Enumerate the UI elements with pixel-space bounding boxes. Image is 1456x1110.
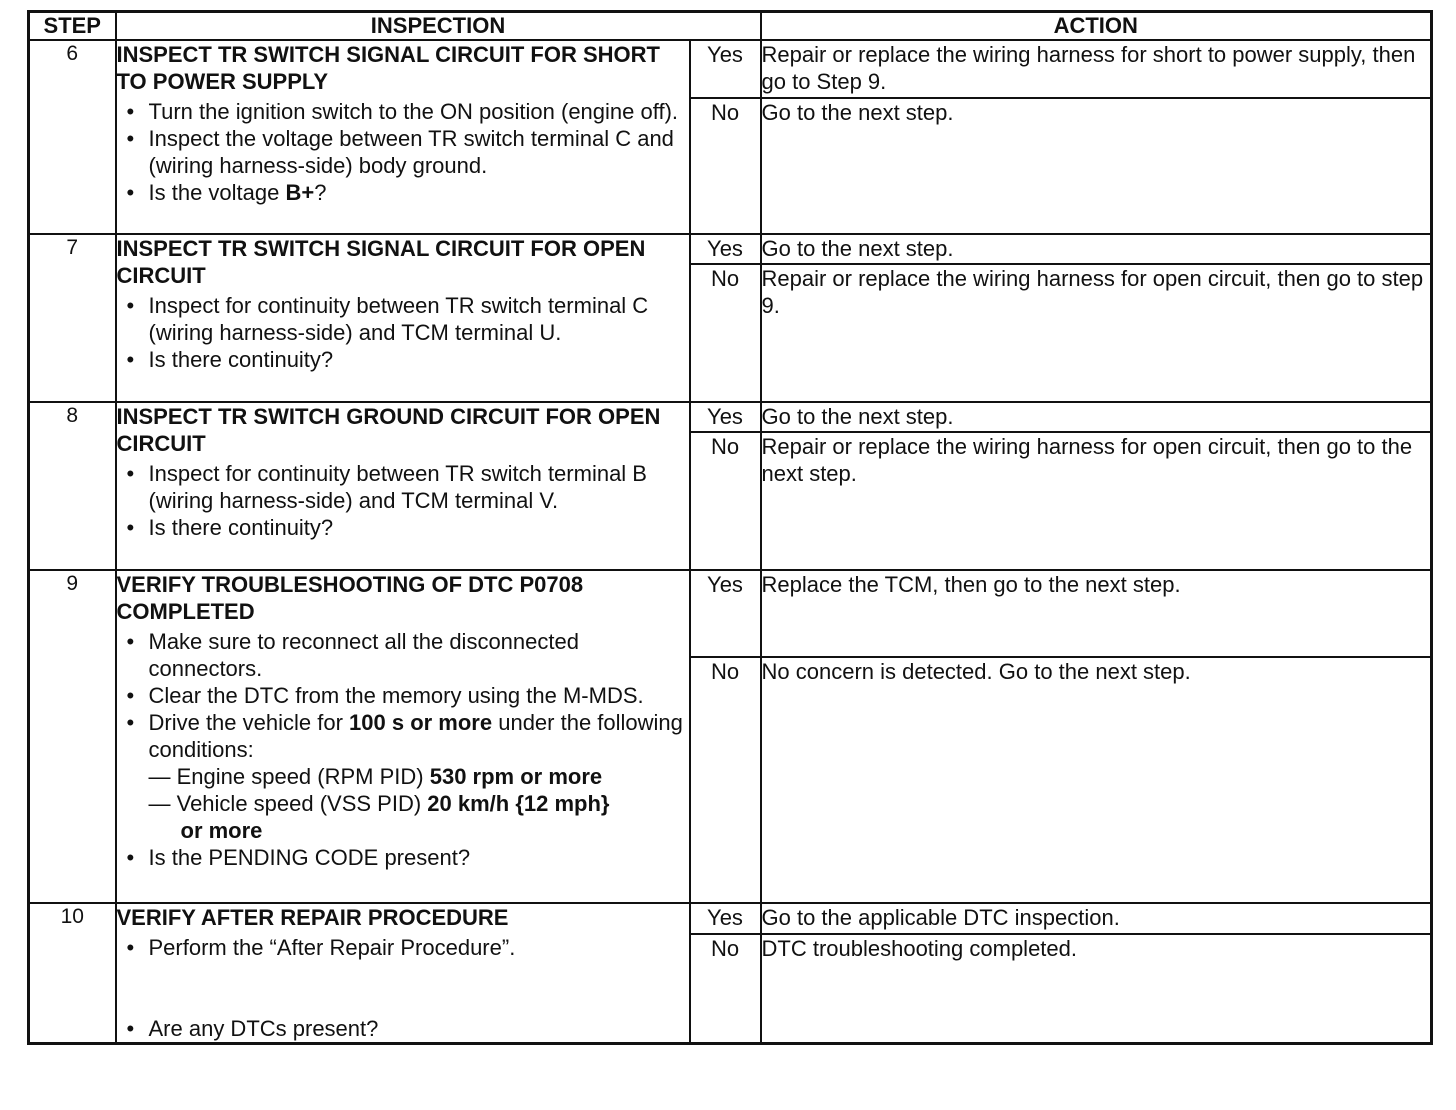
inspection-title: VERIFY TROUBLESHOOTING OF DTC P0708 COMPLETED xyxy=(116,572,584,624)
list-item: • Inspect for continuity between TR switch terminal C (wiring harness-side) and TCM terminal U. xyxy=(117,292,689,346)
no-action: Repair or replace the wiring harness for open circuit, then go to step 9. xyxy=(761,264,1432,402)
inspection-cell xyxy=(116,903,690,1044)
table-row xyxy=(29,903,1432,934)
header-row xyxy=(29,12,1432,41)
yes-label: Yes xyxy=(690,570,761,657)
inspection-list xyxy=(117,628,689,871)
yes-label: Yes xyxy=(690,234,761,264)
step-number: 6 xyxy=(29,40,116,234)
inspection-list xyxy=(117,460,689,541)
no-label: No xyxy=(690,657,761,903)
table-row xyxy=(29,234,1432,264)
table-row xyxy=(29,570,1432,657)
no-action: Repair or replace the wiring harness for open circuit, then go to the next step. xyxy=(761,432,1432,570)
step-number: 8 xyxy=(29,402,116,570)
list-item: • Inspect for continuity between TR switch terminal B (wiring harness-side) and TCM terminal V. xyxy=(117,460,689,514)
inspection-title: INSPECT TR SWITCH GROUND CIRCUIT FOR OPEN CIRCUIT xyxy=(116,404,661,456)
list-item: • Drive the vehicle for 100 s or more under the following conditions: — Engine speed (RPM PID) 530 rpm or more — Vehicle speed (VSS PID) 20 km/h {12 mph} or more xyxy=(117,709,689,844)
header-inspection: INSPECTION xyxy=(116,12,761,41)
list-item: • Inspect the voltage between TR switch terminal C and (wiring harness-side) body ground. xyxy=(117,125,689,179)
yes-action: Repair or replace the wiring harness for short to power supply, then go to Step 9. xyxy=(761,40,1432,98)
inspection-cell xyxy=(116,40,690,234)
inspection-list xyxy=(117,934,689,1042)
list-item: • Are any DTCs present? xyxy=(117,1015,689,1042)
yes-label: Yes xyxy=(690,402,761,432)
yes-action: Replace the TCM, then go to the next step. xyxy=(761,570,1432,657)
no-label: No xyxy=(690,264,761,402)
no-label: No xyxy=(690,934,761,1044)
list-item: • Perform the “After Repair Procedure”. xyxy=(117,934,689,961)
no-action: Go to the next step. xyxy=(761,98,1432,234)
no-action: No concern is detected. Go to the next step. xyxy=(761,657,1432,903)
no-label: No xyxy=(690,432,761,570)
yes-label: Yes xyxy=(690,903,761,934)
yes-action: Go to the next step. xyxy=(761,234,1432,264)
inspection-list xyxy=(117,98,689,206)
yes-action: Go to the next step. xyxy=(761,402,1432,432)
step-number: 10 xyxy=(29,903,116,1044)
inspection-title: INSPECT TR SWITCH SIGNAL CIRCUIT FOR OPEN CIRCUIT xyxy=(116,236,646,288)
yes-action: Go to the applicable DTC inspection. xyxy=(761,903,1432,934)
header-action: ACTION xyxy=(761,12,1432,41)
no-action: DTC troubleshooting completed. xyxy=(761,934,1432,1044)
step-number: 7 xyxy=(29,234,116,402)
troubleshooting-table xyxy=(27,10,1433,1045)
list-item: • Is there continuity? xyxy=(117,514,689,541)
list-item: • Turn the ignition switch to the ON position (engine off). xyxy=(117,98,689,125)
inspection-title: VERIFY AFTER REPAIR PROCEDURE xyxy=(116,905,509,930)
list-item: • Make sure to reconnect all the disconnected connectors. xyxy=(117,628,689,682)
yes-label: Yes xyxy=(690,40,761,98)
condition-vehicle-speed: — Vehicle speed (VSS PID) 20 km/h {12 mph} xyxy=(148,791,610,816)
table-row xyxy=(29,40,1432,98)
condition-engine-speed: — Engine speed (RPM PID) 530 rpm or more xyxy=(148,764,603,789)
header-step: STEP xyxy=(29,12,116,41)
inspection-cell xyxy=(116,570,690,903)
list-item: • Is there continuity? xyxy=(117,346,689,373)
inspection-list xyxy=(117,292,689,373)
no-label: No xyxy=(690,98,761,234)
list-item: • Clear the DTC from the memory using the M-MDS. xyxy=(117,682,689,709)
list-item: • Is the voltage B+? xyxy=(117,179,689,206)
table-row xyxy=(29,402,1432,432)
inspection-title: INSPECT TR SWITCH SIGNAL CIRCUIT FOR SHORT TO POWER SUPPLY xyxy=(116,42,660,94)
list-item: • Is the PENDING CODE present? xyxy=(117,844,689,871)
step-number: 9 xyxy=(29,570,116,903)
inspection-cell xyxy=(116,402,690,570)
inspection-cell xyxy=(116,234,690,402)
